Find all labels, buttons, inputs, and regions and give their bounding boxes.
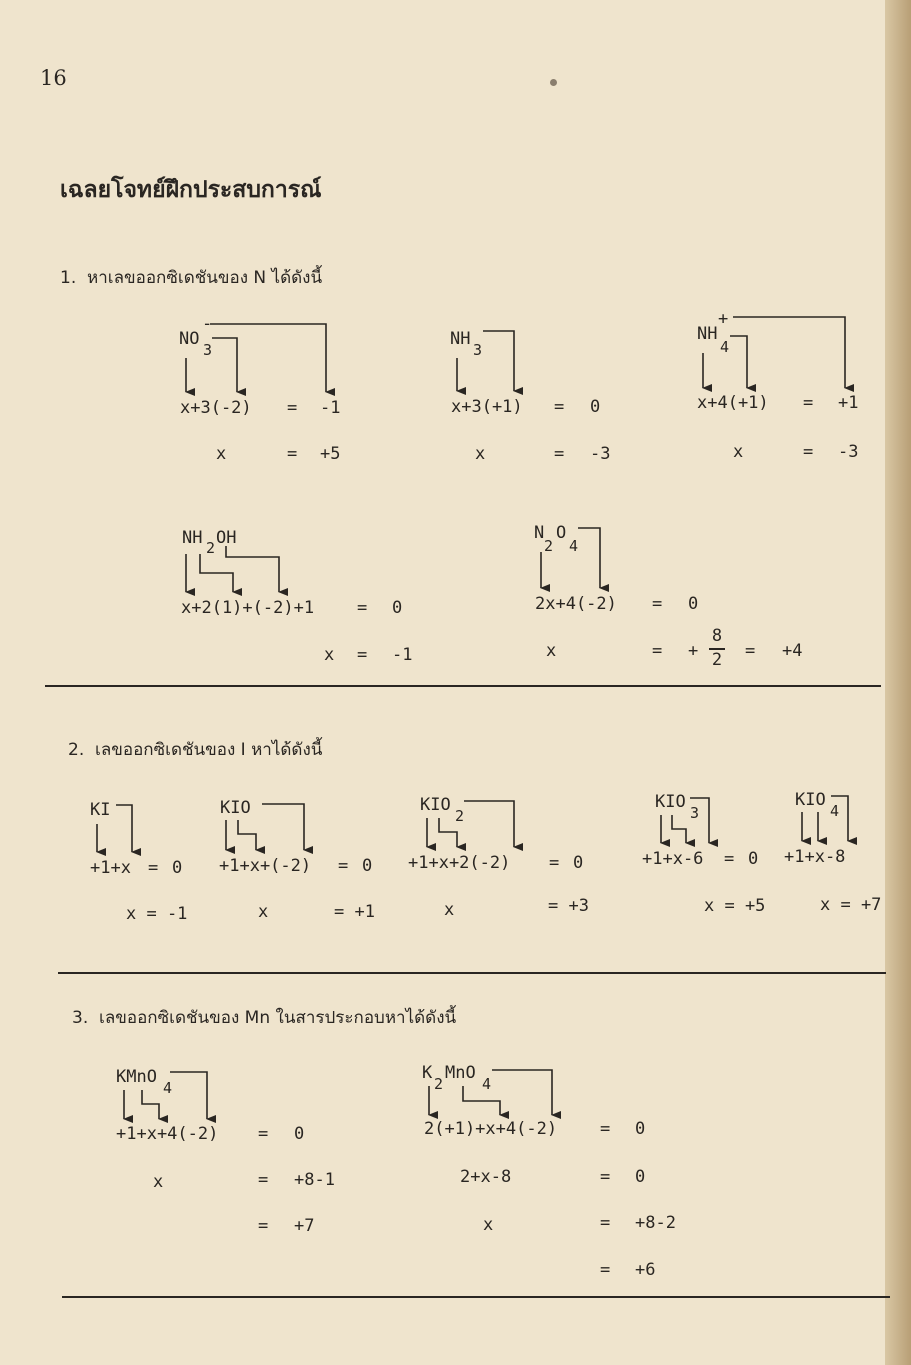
- variable-x: x: [733, 442, 744, 462]
- nh4-result: -3: [838, 442, 859, 462]
- n2o4-eq-value: 0: [688, 594, 699, 614]
- question-1-title: 1. หาเลขออกซิเดชันของ N ได้ดังนี้: [60, 268, 323, 288]
- n2o4-equation: 2x+4(-2): [535, 594, 617, 614]
- equals: =: [357, 645, 368, 665]
- formula-text: MnO: [445, 1063, 476, 1083]
- k2mno4-step: 2+x-8: [460, 1167, 512, 1187]
- equals: =: [148, 858, 159, 878]
- charge: -: [202, 314, 213, 334]
- k2mno4-step-value: 0: [635, 1167, 646, 1187]
- subscript: 2: [206, 539, 216, 557]
- kio-eq-value: 0: [362, 856, 373, 876]
- kmno4-eq-value: 0: [294, 1124, 305, 1144]
- nh3-equation: x+3(+1): [451, 397, 523, 417]
- equals: =: [803, 442, 814, 462]
- formula-text: NH: [182, 528, 203, 548]
- ki-result: x = -1: [126, 904, 188, 924]
- formula-text: NO: [179, 329, 200, 349]
- nh3-eq-value: 0: [590, 397, 601, 417]
- page-title: เฉลยโจทย์ฝึกประสบการณ์: [60, 177, 322, 203]
- variable-x: x: [546, 641, 557, 661]
- kio3-formula: KIO: [655, 792, 686, 812]
- ki-formula: KI: [90, 800, 111, 820]
- variable-x: x: [483, 1215, 494, 1235]
- k2mno4-step-value: +8-2: [635, 1213, 676, 1233]
- nh4-equation: x+4(+1): [697, 393, 769, 413]
- kio3-equation: +1+x-6: [642, 849, 704, 869]
- variable-x: x: [475, 444, 486, 464]
- denominator: 2: [711, 650, 723, 670]
- equals: =: [287, 398, 298, 418]
- no3-eq-value: -1: [320, 398, 341, 418]
- variable-x: x: [153, 1172, 164, 1192]
- subscript: 4: [482, 1075, 492, 1093]
- nh3-result: -3: [590, 444, 611, 464]
- equals: =: [287, 444, 298, 464]
- equals: =: [357, 598, 368, 618]
- question-2-title: 2. เลขออกซิเดชันของ I หาได้ดังนี้: [68, 740, 323, 760]
- subscript: 2: [434, 1075, 444, 1093]
- kmno4-formula: KMnO: [116, 1067, 157, 1087]
- equals: =: [745, 641, 756, 661]
- equals: =: [258, 1170, 269, 1190]
- equals: =: [258, 1216, 269, 1236]
- kio2-eq-value: 0: [573, 853, 584, 873]
- kio2-result: = +3: [548, 896, 589, 916]
- equals: =: [600, 1119, 611, 1139]
- variable-x: x: [258, 902, 269, 922]
- kmno4-step: +8-1: [294, 1170, 335, 1190]
- kio4-formula: KIO: [795, 790, 826, 810]
- equals: =: [652, 594, 663, 614]
- variable-x: x: [444, 900, 455, 920]
- formula-text: N: [534, 523, 545, 543]
- subscript: 4: [569, 537, 579, 555]
- kio4-result: x = +7: [820, 895, 882, 915]
- subscript: 2: [455, 807, 465, 825]
- equals: =: [724, 849, 735, 869]
- equals: =: [554, 444, 565, 464]
- equals: =: [549, 853, 560, 873]
- formula-text: O: [556, 523, 567, 543]
- charge: +: [718, 309, 729, 329]
- no3-result: +5: [320, 444, 341, 464]
- k2mno4-equation: 2(+1)+x+4(-2): [424, 1119, 558, 1139]
- nh2oh-equation: x+2(1)+(-2)+1: [181, 598, 315, 618]
- k2mno4-eq-value: 0: [635, 1119, 646, 1139]
- k2mno4-formula: K: [422, 1063, 433, 1083]
- numerator: 8: [711, 626, 723, 646]
- subscript: 3: [203, 341, 213, 359]
- equals: =: [600, 1260, 611, 1280]
- subscript: 3: [690, 804, 700, 822]
- nh2oh-eq-value: 0: [392, 598, 403, 618]
- variable-x: x: [216, 444, 227, 464]
- formula-text: NH: [697, 324, 718, 344]
- no3-equation: x+3(-2): [180, 398, 252, 418]
- nh4-eq-value: +1: [838, 393, 859, 413]
- variable-x: x: [324, 645, 335, 665]
- ki-equation: +1+x: [90, 858, 131, 878]
- question-3-title: 3. เลขออกซิเดชันของ Mn ในสารประกอบหาได้ดังนี้: [72, 1008, 457, 1028]
- subscript: 2: [544, 537, 554, 555]
- kmno4-result: +7: [294, 1216, 315, 1236]
- n2o4-result: +4: [782, 641, 803, 661]
- page-number: 16: [40, 66, 67, 90]
- equals: =: [652, 641, 663, 661]
- kio2-equation: +1+x+2(-2): [408, 853, 511, 873]
- formula-text: OH: [216, 528, 237, 548]
- equals: =: [258, 1124, 269, 1144]
- equals: =: [338, 856, 349, 876]
- kio3-eq-value: 0: [748, 849, 759, 869]
- nh2oh-result: -1: [392, 645, 413, 665]
- ki-eq-value: 0: [172, 858, 183, 878]
- subscript: 4: [720, 338, 730, 356]
- kio-result: = +1: [334, 902, 375, 922]
- kio2-formula: KIO: [420, 795, 451, 815]
- equals: =: [600, 1213, 611, 1233]
- subscript: 3: [473, 341, 483, 359]
- kmno4-equation: +1+x+4(-2): [116, 1124, 219, 1144]
- formula-text: NH: [450, 329, 471, 349]
- subscript: 4: [163, 1079, 173, 1097]
- equals: =: [600, 1167, 611, 1187]
- kio-formula: KIO: [220, 798, 251, 818]
- plus-sign: +: [688, 641, 699, 661]
- subscript: 4: [830, 802, 840, 820]
- equals: =: [554, 397, 565, 417]
- kio4-equation: +1+x-8: [784, 847, 846, 867]
- kio3-result: x = +5: [704, 896, 766, 916]
- kio-equation: +1+x+(-2): [219, 856, 312, 876]
- equals: =: [803, 393, 814, 413]
- k2mno4-result: +6: [635, 1260, 656, 1280]
